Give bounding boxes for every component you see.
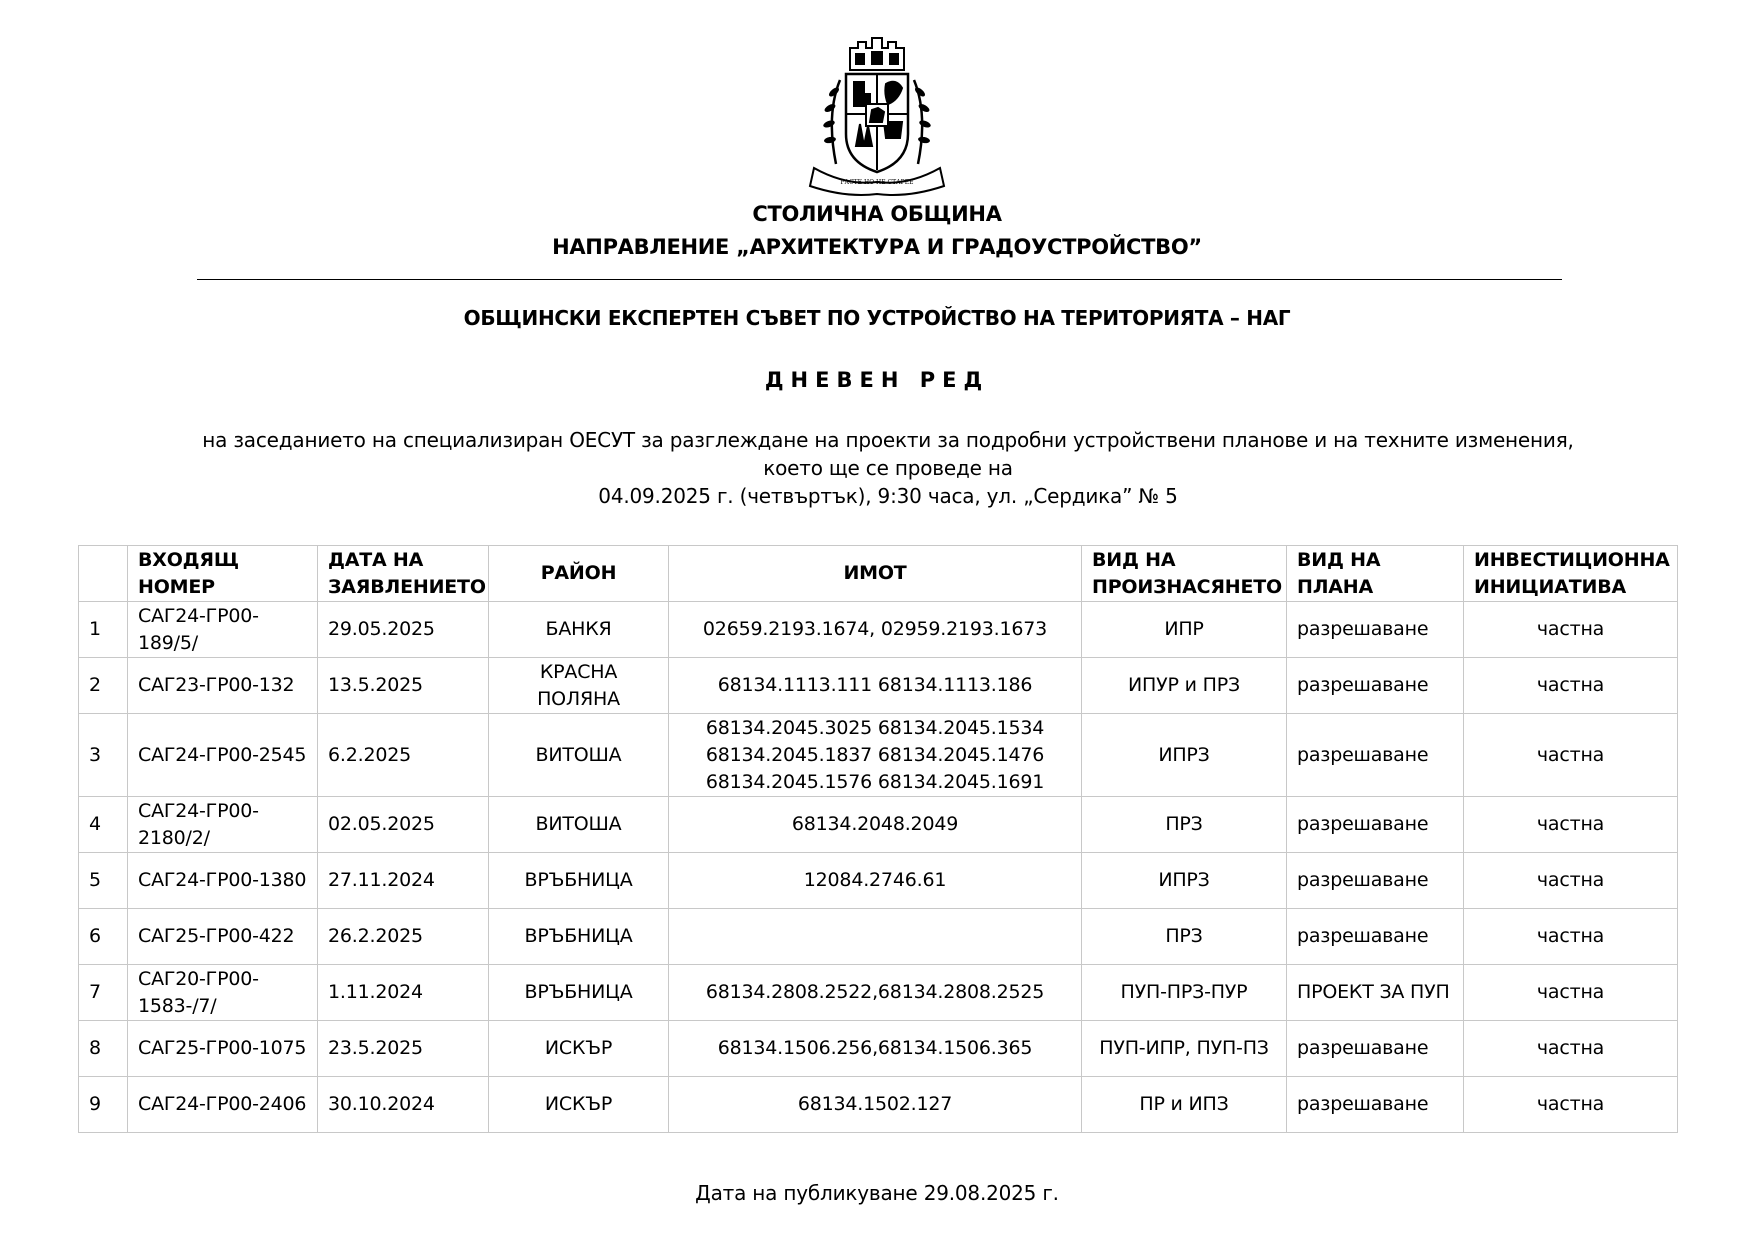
cell-number: 2 [79, 658, 128, 714]
cell-investment-initiative: частна [1464, 1077, 1678, 1133]
cell-application-date: 13.5.2025 [318, 658, 489, 714]
cell-number: 9 [79, 1077, 128, 1133]
table-header-row [79, 546, 1678, 602]
col-header-number [79, 546, 128, 602]
cell-decision-type: ПРЗ [1082, 909, 1287, 965]
cell-incoming-number: САГ24-ГР00-189/5/ [128, 602, 318, 658]
cell-incoming-number: САГ25-ГР00-422 [128, 909, 318, 965]
cell-property: 12084.2746.61 [669, 853, 1082, 909]
table-row [79, 658, 1678, 714]
cell-decision-type: ПУП-ПРЗ-ПУР [1082, 965, 1287, 1021]
cell-property: 68134.1506.256,68134.1506.365 [669, 1021, 1082, 1077]
cell-number: 5 [79, 853, 128, 909]
cell-district: ИСКЪР [489, 1021, 669, 1077]
cell-decision-type: ИПУР и ПРЗ [1082, 658, 1287, 714]
sofia-coat-of-arms-icon [806, 34, 948, 199]
cell-plan-type: разрешаване [1287, 1021, 1464, 1077]
cell-investment-initiative: частна [1464, 602, 1678, 658]
emblem-motto: РАСТЕ НО НЕ СТАРЕЕ [840, 179, 914, 186]
table-row [79, 909, 1678, 965]
organization-name: СТОЛИЧНА ОБЩИНА [752, 202, 1002, 226]
cell-district: ВРЪБНИЦА [489, 853, 669, 909]
table-row [79, 602, 1678, 658]
cell-investment-initiative: частна [1464, 965, 1678, 1021]
col-header-decision-type: ВИД НА ПРОИЗНАСЯНЕТО [1082, 546, 1287, 602]
intro-line-1: на заседанието на специализиран ОЕСУТ за разглеждане на проекти за подробни устройствени планове и на техните изменения, [202, 428, 1574, 452]
cell-application-date: 6.2.2025 [318, 714, 489, 797]
header-divider [197, 279, 1562, 280]
intro-line-2: което ще се проведе на [763, 456, 1013, 480]
cell-application-date: 30.10.2024 [318, 1077, 489, 1133]
cell-plan-type: ПРОЕКТ ЗА ПУП [1287, 965, 1464, 1021]
council-title: ОБЩИНСКИ ЕКСПЕРТЕН СЪВЕТ ПО УСТРОЙСТВО НА ТЕРИТОРИЯТА – НАГ [463, 306, 1291, 330]
cell-decision-type: ПУП-ИПР, ПУП-ПЗ [1082, 1021, 1287, 1077]
department-name: НАПРАВЛЕНИЕ „АРХИТЕКТУРА И ГРАДОУСТРОЙСТВО” [552, 235, 1202, 259]
cell-district: ВРЪБНИЦА [489, 909, 669, 965]
cell-number: 8 [79, 1021, 128, 1077]
cell-plan-type: разрешаване [1287, 658, 1464, 714]
meeting-intro [150, 426, 1626, 510]
cell-number: 6 [79, 909, 128, 965]
cell-plan-type: разрешаване [1287, 853, 1464, 909]
col-header-incoming-number: ВХОДЯЩ НОМЕР [128, 546, 318, 602]
cell-investment-initiative: частна [1464, 853, 1678, 909]
cell-decision-type: ИПРЗ [1082, 714, 1287, 797]
cell-district: ВРЪБНИЦА [489, 965, 669, 1021]
cell-plan-type: разрешаване [1287, 1077, 1464, 1133]
cell-application-date: 27.11.2024 [318, 853, 489, 909]
cell-district: ВИТОША [489, 714, 669, 797]
cell-district: ВИТОША [489, 797, 669, 853]
cell-incoming-number: САГ25-ГР00-1075 [128, 1021, 318, 1077]
cell-decision-type: ИПР [1082, 602, 1287, 658]
cell-incoming-number: САГ24-ГР00-2545 [128, 714, 318, 797]
cell-number: 4 [79, 797, 128, 853]
cell-number: 7 [79, 965, 128, 1021]
cell-decision-type: ИПРЗ [1082, 853, 1287, 909]
cell-property: 02659.2193.1674, 02959.2193.1673 [669, 602, 1082, 658]
table-row [79, 797, 1678, 853]
cell-property: 68134.2045.3025 68134.2045.1534 68134.2045.1837 68134.2045.1476 68134.2045.1576 68134.2045.1691 [669, 714, 1082, 797]
cell-application-date: 29.05.2025 [318, 602, 489, 658]
cell-incoming-number: САГ24-ГР00-1380 [128, 853, 318, 909]
cell-number: 1 [79, 602, 128, 658]
cell-plan-type: разрешаване [1287, 909, 1464, 965]
cell-decision-type: ПР и ИПЗ [1082, 1077, 1287, 1133]
cell-investment-initiative: частна [1464, 797, 1678, 853]
cell-plan-type: разрешаване [1287, 602, 1464, 658]
agenda-table [78, 545, 1678, 1133]
cell-property [669, 909, 1082, 965]
intro-line-3: 04.09.2025 г. (четвъртък), 9:30 часа, ул. „Сердика” № 5 [598, 484, 1178, 508]
table-row [79, 965, 1678, 1021]
cell-incoming-number: САГ20-ГР00-1583-/7/ [128, 965, 318, 1021]
cell-property: 68134.1113.111 68134.1113.186 [669, 658, 1082, 714]
cell-investment-initiative: частна [1464, 658, 1678, 714]
cell-application-date: 02.05.2025 [318, 797, 489, 853]
table-row [79, 1077, 1678, 1133]
col-header-property: ИМОТ [669, 546, 1082, 602]
cell-property: 68134.1502.127 [669, 1077, 1082, 1133]
col-header-plan-type: ВИД НА ПЛАНА [1287, 546, 1464, 602]
cell-incoming-number: САГ24-ГР00-2406 [128, 1077, 318, 1133]
cell-investment-initiative: частна [1464, 714, 1678, 797]
cell-incoming-number: САГ24-ГР00-2180/2/ [128, 797, 318, 853]
table-row [79, 714, 1678, 797]
table-row [79, 1021, 1678, 1077]
cell-application-date: 23.5.2025 [318, 1021, 489, 1077]
cell-district: КРАСНА ПОЛЯНА [489, 658, 669, 714]
cell-incoming-number: САГ23-ГР00-132 [128, 658, 318, 714]
cell-property: 68134.2048.2049 [669, 797, 1082, 853]
cell-number: 3 [79, 714, 128, 797]
table-row [79, 853, 1678, 909]
cell-investment-initiative: частна [1464, 909, 1678, 965]
cell-application-date: 26.2.2025 [318, 909, 489, 965]
cell-plan-type: разрешаване [1287, 714, 1464, 797]
cell-district: ИСКЪР [489, 1077, 669, 1133]
agenda-title: ДНЕВЕН РЕД [764, 368, 990, 392]
cell-application-date: 1.11.2024 [318, 965, 489, 1021]
col-header-application-date: ДАТА НА ЗАЯВЛЕНИЕТО [318, 546, 489, 602]
cell-district: БАНКЯ [489, 602, 669, 658]
cell-plan-type: разрешаване [1287, 797, 1464, 853]
cell-property: 68134.2808.2522,68134.2808.2525 [669, 965, 1082, 1021]
cell-decision-type: ПРЗ [1082, 797, 1287, 853]
cell-investment-initiative: частна [1464, 1021, 1678, 1077]
publication-date: Дата на публикуване 29.08.2025 г. [695, 1181, 1059, 1205]
col-header-district: РАЙОН [489, 546, 669, 602]
col-header-investment-initiative: ИНВЕСТИЦИОННА ИНИЦИАТИВА [1464, 546, 1678, 602]
